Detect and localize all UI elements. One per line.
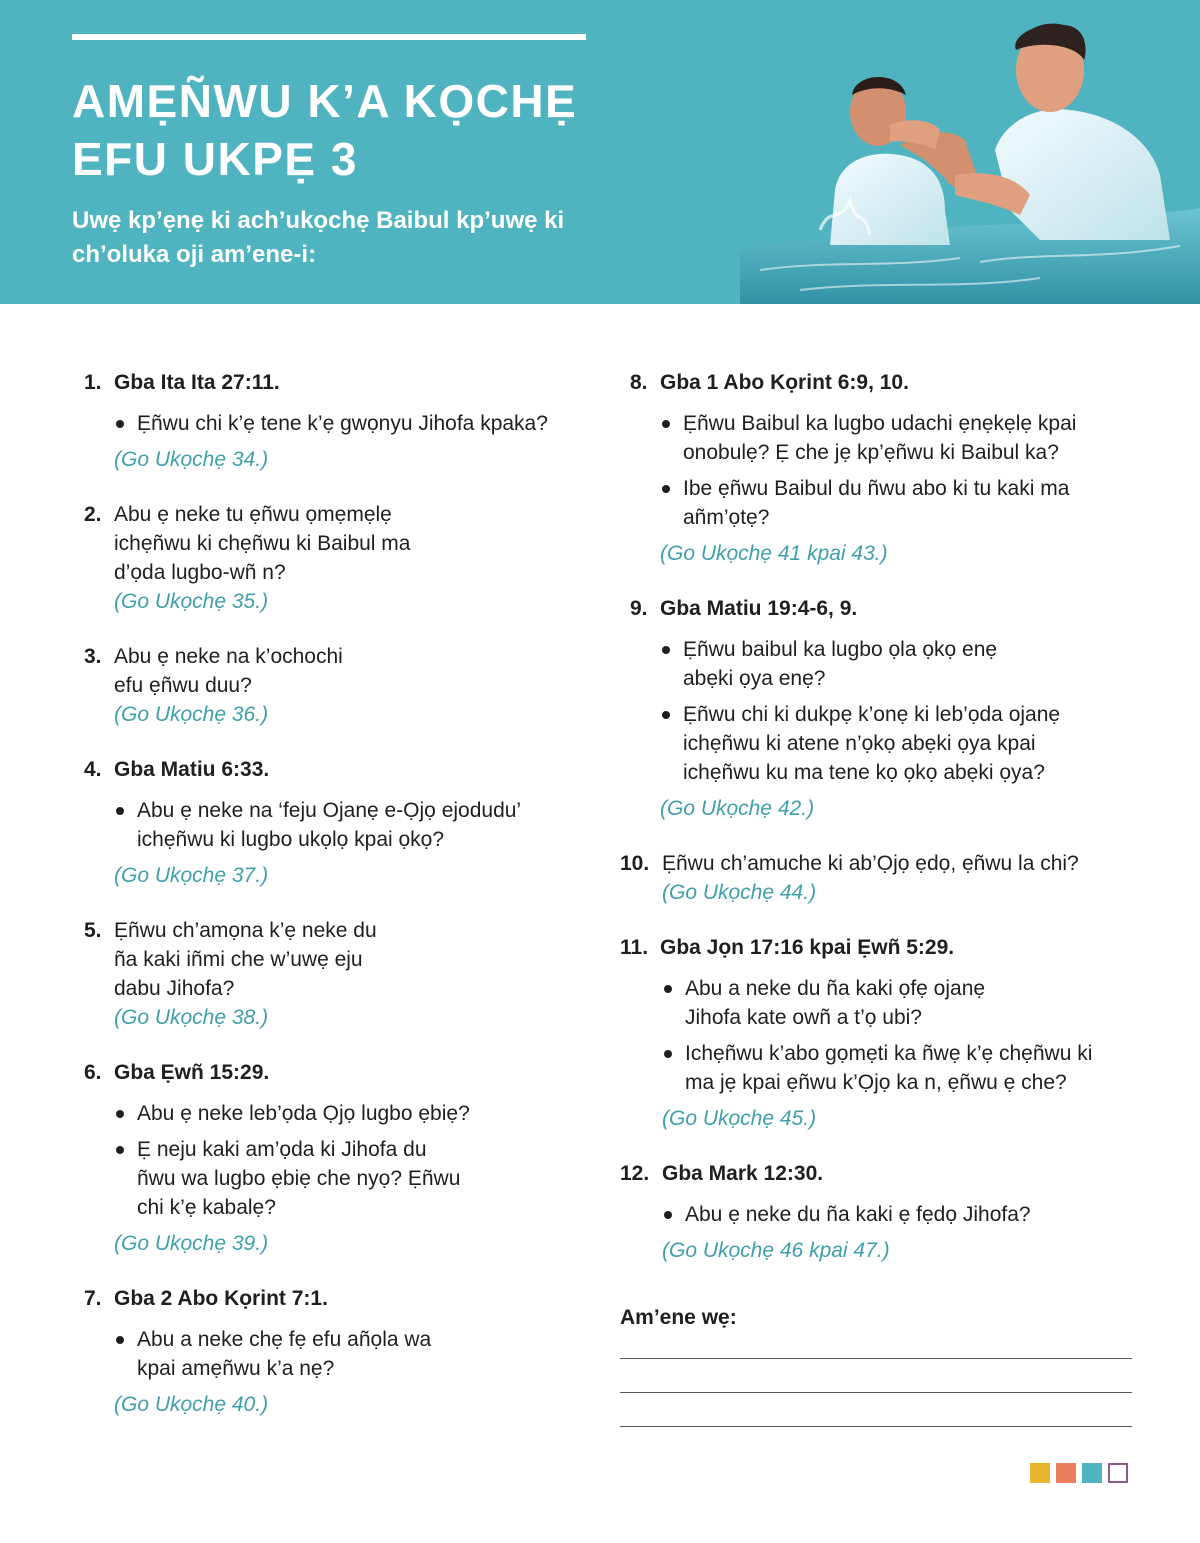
question-text <box>662 849 1079 878</box>
square-outline <box>1108 1463 1128 1483</box>
question-item-11 <box>620 933 1140 1133</box>
question-item-6 <box>84 1058 584 1258</box>
lesson-reference: (Go Ukọchẹ 41 kpai 43.) <box>660 542 888 565</box>
question-number: 3. <box>84 645 102 668</box>
question-item-5 <box>84 916 584 1032</box>
scripture-instruction: Gba 2 Abo Kọrint 7:1. <box>114 1287 328 1310</box>
lesson-reference: (Go Ukọchẹ 37.) <box>114 864 269 887</box>
lesson-reference: (Go Ukọchẹ 46 kpai 47.) <box>662 1239 890 1262</box>
question-line: efu ẹñwu duu? <box>114 674 252 697</box>
question-item-2 <box>84 500 584 616</box>
lesson-reference: (Go Ukọchẹ 42.) <box>660 797 815 820</box>
question-number: 10. <box>620 852 650 875</box>
question-line: Ẹñwu ch’amọna k’ẹ neke du <box>114 919 377 942</box>
scripture-instruction: Gba Ita Ita 27:11. <box>114 371 280 394</box>
square-yellow <box>1030 1463 1050 1483</box>
question-line: dabu Jihofa? <box>114 977 235 1000</box>
scripture-instruction: Gba Ẹwñ 15:29. <box>114 1061 270 1084</box>
question-number: 8. <box>630 371 648 394</box>
bullet-question: Ẹñwu baibul ka lugbo ọla ọkọ enẹ abẹki ọya enẹ? <box>660 635 1043 693</box>
title-line-1: AMẸÑWU K’A KỌCHẸ <box>72 75 578 127</box>
question-item-7 <box>84 1284 584 1419</box>
square-teal <box>1082 1463 1102 1483</box>
bullet-question: Ẹñwu Baibul ka lugbo udachi ẹnẹkẹlẹ kpai onobulẹ? Ẹ che jẹ kp’ẹñwu ki Baibul ka? <box>660 409 1100 467</box>
scripture-instruction: Gba Matiu 6:33. <box>114 758 270 781</box>
lesson-reference: (Go Ukọchẹ 36.) <box>114 703 269 726</box>
bullet-question: Ẹñwu chi ki dukpẹ k’onẹ ki leb’ọda ojanẹ ichẹñwu ki atene n’ọkọ abẹki ọya kpai ichẹñwu ku ma tene kọ ọkọ abẹki ọya? <box>660 700 1100 787</box>
question-line: Abu ẹ neke tu ẹñwu ọmẹmẹlẹ <box>114 503 392 526</box>
question-number: 12. <box>620 1162 650 1185</box>
note-line[interactable] <box>620 1358 1132 1359</box>
question-number: 5. <box>84 919 102 942</box>
lesson-reference: (Go Ukọchẹ 35.) <box>114 590 269 613</box>
bullet-question: Abu ẹ neke na ‘feju Ojanẹ e-Ọjọ ejodudu’ ichẹñwu ki lugbo ukọlọ kpai ọkọ? <box>114 796 584 854</box>
scripture-instruction: Gba Mark 12:30. <box>662 1162 824 1185</box>
title-line-2: EFU UKPẸ 3 <box>72 133 358 185</box>
page-subtitle <box>72 204 632 272</box>
lesson-reference: (Go Ukọchẹ 38.) <box>114 1006 269 1029</box>
right-column <box>620 368 1140 1291</box>
left-column <box>84 368 584 1445</box>
lesson-reference: (Go Ukọchẹ 44.) <box>662 881 817 904</box>
subtitle-line-1: Uwẹ kp’ẹnẹ ki ach’ukọchẹ Baibul kp’uwẹ ki <box>72 207 565 234</box>
question-line: ichẹñwu ki chẹñwu ki Baibul ma <box>114 532 411 555</box>
square-coral <box>1056 1463 1076 1483</box>
bullet-question: Ibe ẹñwu Baibul du ñwu abo ki tu kaki ma añm’ọtẹ? <box>660 474 1073 532</box>
question-line: Abu ẹ neke na k’ochochi <box>114 645 343 668</box>
bullet-question: Ẹñwu chi k’ẹ tene k’ẹ gwọnyu Jihofa kpaka? <box>114 409 584 438</box>
bullet-question: Ichẹñwu k’abo gọmẹti ka ñwẹ k’ẹ chẹñwu ki ma jẹ kpai ẹñwu k’Ọjọ ka n, ẹñwu ẹ che? <box>662 1039 1122 1097</box>
question-item-9 <box>630 594 1140 823</box>
lesson-reference: (Go Ukọchẹ 39.) <box>114 1232 269 1255</box>
subtitle-line-2: ch’oluka oji am’ene-i: <box>72 241 317 268</box>
question-number: 9. <box>630 597 648 620</box>
question-number: 11. <box>620 936 649 959</box>
question-item-3 <box>84 642 584 729</box>
question-text <box>114 500 410 587</box>
lesson-reference: (Go Ukọchẹ 45.) <box>662 1107 817 1130</box>
question-item-4 <box>84 755 584 890</box>
bullet-question: Abu ẹ neke leb’ọda Ọjọ lugbo ẹbiẹ? <box>114 1099 497 1128</box>
lesson-reference: (Go Ukọchẹ 40.) <box>114 1393 269 1416</box>
scripture-instruction: Gba Jọn 17:16 kpai Ẹwñ 5:29. <box>660 936 955 959</box>
question-item-1 <box>84 368 584 474</box>
question-item-10 <box>620 849 1140 907</box>
bullet-question: Abu a neke du ña kaki ọfẹ ojanẹ Jihofa kate owñ a t’ọ ubi? <box>662 974 1015 1032</box>
lesson-reference: (Go Ukọchẹ 34.) <box>114 448 269 471</box>
question-line: ña kaki iñmi che w’uwẹ eju <box>114 948 363 971</box>
question-number: 7. <box>84 1287 102 1310</box>
page-title <box>72 72 632 188</box>
question-number: 1. <box>84 371 102 394</box>
question-item-12 <box>620 1159 1140 1265</box>
bullet-question: Abu a neke chẹ fẹ efu añọla wa kpai amẹñwu k’a nẹ? <box>114 1325 464 1383</box>
question-line: d’ọda lugbo-wñ n? <box>114 561 286 584</box>
bullet-question: Ẹ neju kaki am’ọda ki Jihofa du ñwu wa lugbo ẹbiẹ che nyọ? Ẹñwu chi k’ẹ kabalẹ? <box>114 1135 464 1222</box>
bullet-question: Abu ẹ neke du ña kaki ẹ fẹdọ Jihofa? <box>662 1200 1140 1229</box>
note-line[interactable] <box>620 1426 1132 1427</box>
question-number: 6. <box>84 1061 102 1084</box>
question-number: 4. <box>84 758 102 781</box>
header-band <box>0 0 1200 304</box>
baptism-illustration <box>740 0 1200 304</box>
question-text <box>114 916 377 1003</box>
question-item-8 <box>630 368 1140 568</box>
decorative-squares <box>1030 1463 1128 1483</box>
header-rule <box>72 34 586 40</box>
question-line: Ẹñwu ch’amuche ki ab’Ọjọ ẹdọ, ẹñwu la chi? <box>662 852 1079 875</box>
question-text <box>114 642 343 700</box>
scripture-instruction: Gba 1 Abo Kọrint 6:9, 10. <box>660 371 909 394</box>
scripture-instruction: Gba Matiu 19:4-6, 9. <box>660 597 858 620</box>
question-number: 2. <box>84 503 102 526</box>
notes-label: Am’ene wẹ: <box>620 1306 737 1329</box>
note-line[interactable] <box>620 1392 1132 1393</box>
